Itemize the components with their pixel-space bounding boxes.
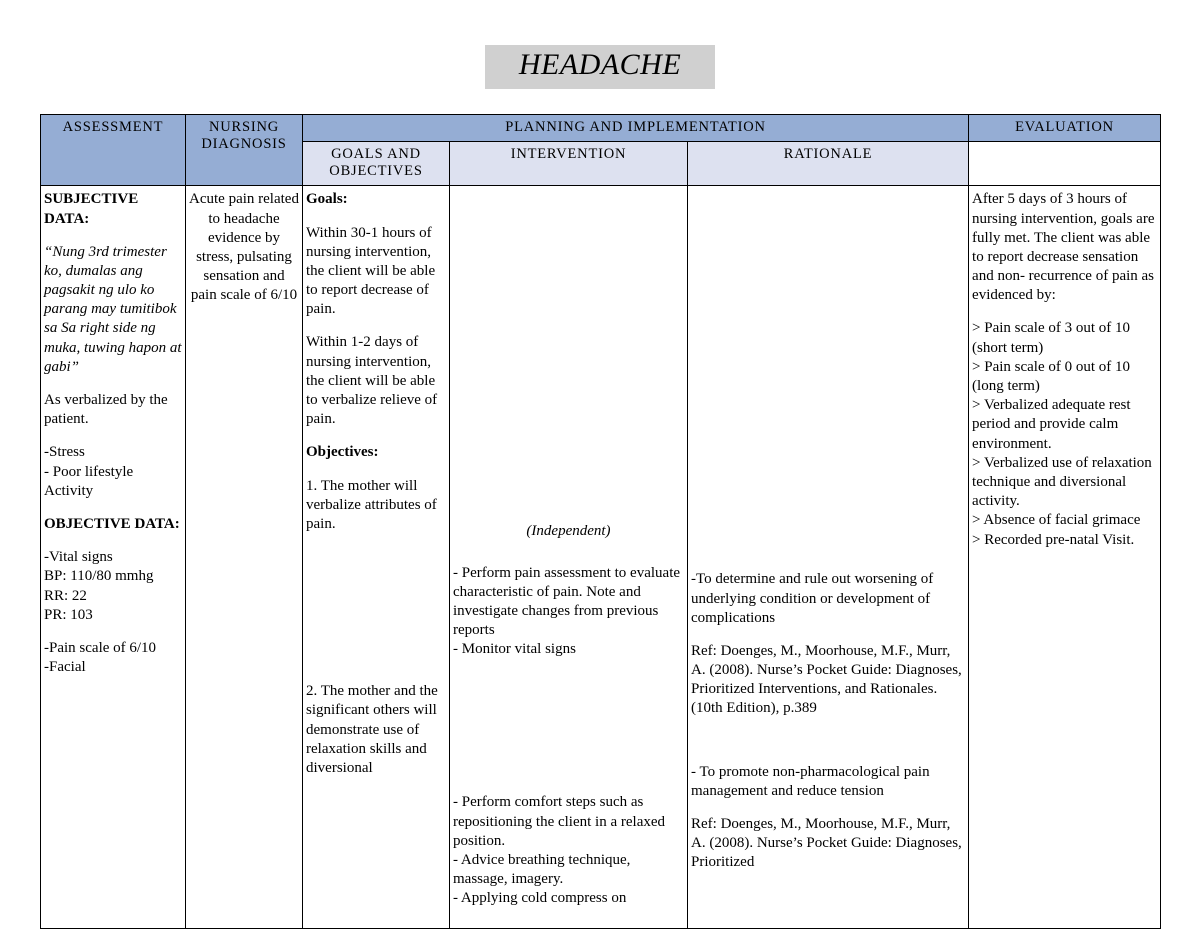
intervention-item-4: - Advice breathing technique, massage, imagery. [453,852,631,888]
header-goals-objectives: GOALS AND OBJECTIVES [303,142,450,186]
goals-heading: Goals: [306,191,348,208]
spacer [453,542,684,564]
spacer [691,719,965,763]
header-rationale: RATIONALE [688,142,969,186]
spacer [453,659,684,793]
cell-evaluation [969,186,1161,929]
spacer [691,190,965,570]
evaluation-summary: After 5 days of 3 hours of nursing intervention, goals are fully met. The client was able to report decrease sensation and non- recurrence of pain as evidenced by: [972,191,1155,304]
assessment-vital-signs-label: -Vital signs [44,549,113,566]
evaluation-point-4: > Verbalized use of relaxation technique and diversional activity. [972,454,1152,510]
table-body-row [41,186,1161,929]
rationale-text-2: - To promote non-pharmacological pain management and reduce tension [691,763,930,799]
intervention-item-3: - Perform comfort steps such as repositioning the client in a relaxed position. [453,794,666,849]
evaluation-point-6: > Recorded pre-natal Visit. [972,531,1135,548]
spacer [453,190,684,522]
intervention-independent-label: (Independent) [526,523,611,540]
goal-1: Within 30-1 hours of nursing intervention, the client will be able to report decrease of pain. [306,224,436,318]
objectives-heading: Objectives: [306,444,379,461]
spacer [306,429,446,443]
assessment-item-lifestyle: - Poor lifestyle Activity [44,463,134,499]
evaluation-point-5: > Absence of facial grimace [972,512,1141,529]
assessment-pain-scale: -Pain scale of 6/10 [44,639,157,656]
rationale-reference-2: Ref: Doenges, M., Moorhouse, M.F., Murr, A. (2008). Nurse’s Pocket Guide: Diagnoses, Prioritized [691,816,962,871]
assessment-facial: -Facial [44,659,86,676]
assessment-quote: “Nung 3rd trimester ko, dumalas ang pagsakit ng ulo ko parang may tumitibok sa Sa right side ng muka, tuwing hapon at gabi” [44,243,182,375]
objective-2: 2. The mother and the significant others will demonstrate use of relaxation skills and diversional [306,683,438,776]
spacer [44,229,182,243]
cell-nursing-diagnosis [186,186,303,929]
cell-intervention [450,186,688,929]
assessment-vital-bp: BP: 110/80 mmhg [44,568,154,585]
spacer [44,501,182,515]
assessment-verbalized-note: As verbalized by the patient. [44,392,168,428]
header-assessment: ASSESSMENT [41,115,186,186]
spacer [306,319,446,333]
spacer [44,625,182,639]
intervention-item-5: - Applying cold compress on [453,890,627,907]
objective-1: 1. The mother will verbalize attributes of pain. [306,477,437,532]
spacer [44,534,182,548]
page-title: HEADACHE [485,45,715,89]
cell-goals-objectives [303,186,450,929]
spacer [44,429,182,443]
header-nursing-diagnosis: NURSING DIAGNOSIS [186,115,303,186]
assessment-objective-heading: OBJECTIVE DATA: [44,515,180,532]
rationale-text-1: -To determine and rule out worsening of underlying condition or development of complications [691,571,934,626]
assessment-vital-pr: PR: 103 [44,606,93,623]
spacer [972,305,1157,319]
document-title-container [0,45,1200,89]
nursing-care-plan-table [40,114,1161,929]
evaluation-point-3: > Verbalized adequate rest period and provide calm environment. [972,397,1131,452]
goal-2: Within 1-2 days of nursing intervention, the client will be able to verbalize relieve of pain. [306,334,438,428]
nursing-diagnosis-text: Acute pain related to headache evidence by stress, pulsating sensation and pain scale of 6/10 [189,191,299,304]
spacer [306,534,446,682]
header-evaluation-spacer [969,142,1161,186]
header-intervention: INTERVENTION [450,142,688,186]
assessment-subjective-heading: SUBJECTIVE DATA: [44,191,139,227]
spacer [306,210,446,224]
spacer [306,463,446,477]
spacer [44,377,182,391]
rationale-reference-1: Ref: Doenges, M., Moorhouse, M.F., Murr, A. (2008). Nurse’s Pocket Guide: Diagnoses, Prioritized Interventions, and Rationales. (10th Edition), p.389 [691,642,962,717]
cell-rationale [688,186,969,929]
assessment-vital-rr: RR: 22 [44,587,87,604]
header-evaluation: EVALUATION [969,115,1161,142]
evaluation-point-2: > Pain scale of 0 out of 10 (long term) [972,358,1131,395]
spacer [691,801,965,815]
assessment-item-stress: -Stress [44,444,85,461]
intervention-item-1: - Perform pain assessment to evaluate characteristic of pain. Note and investigate changes from previous reports [453,564,681,639]
spacer [691,628,965,642]
header-planning-implementation: PLANNING AND IMPLEMENTATION [303,115,969,142]
table-header-row-main [41,115,1161,142]
evaluation-point-1: > Pain scale of 3 out of 10 (short term) [972,320,1131,356]
intervention-item-2: - Monitor vital signs [453,641,576,658]
cell-assessment [41,186,186,929]
